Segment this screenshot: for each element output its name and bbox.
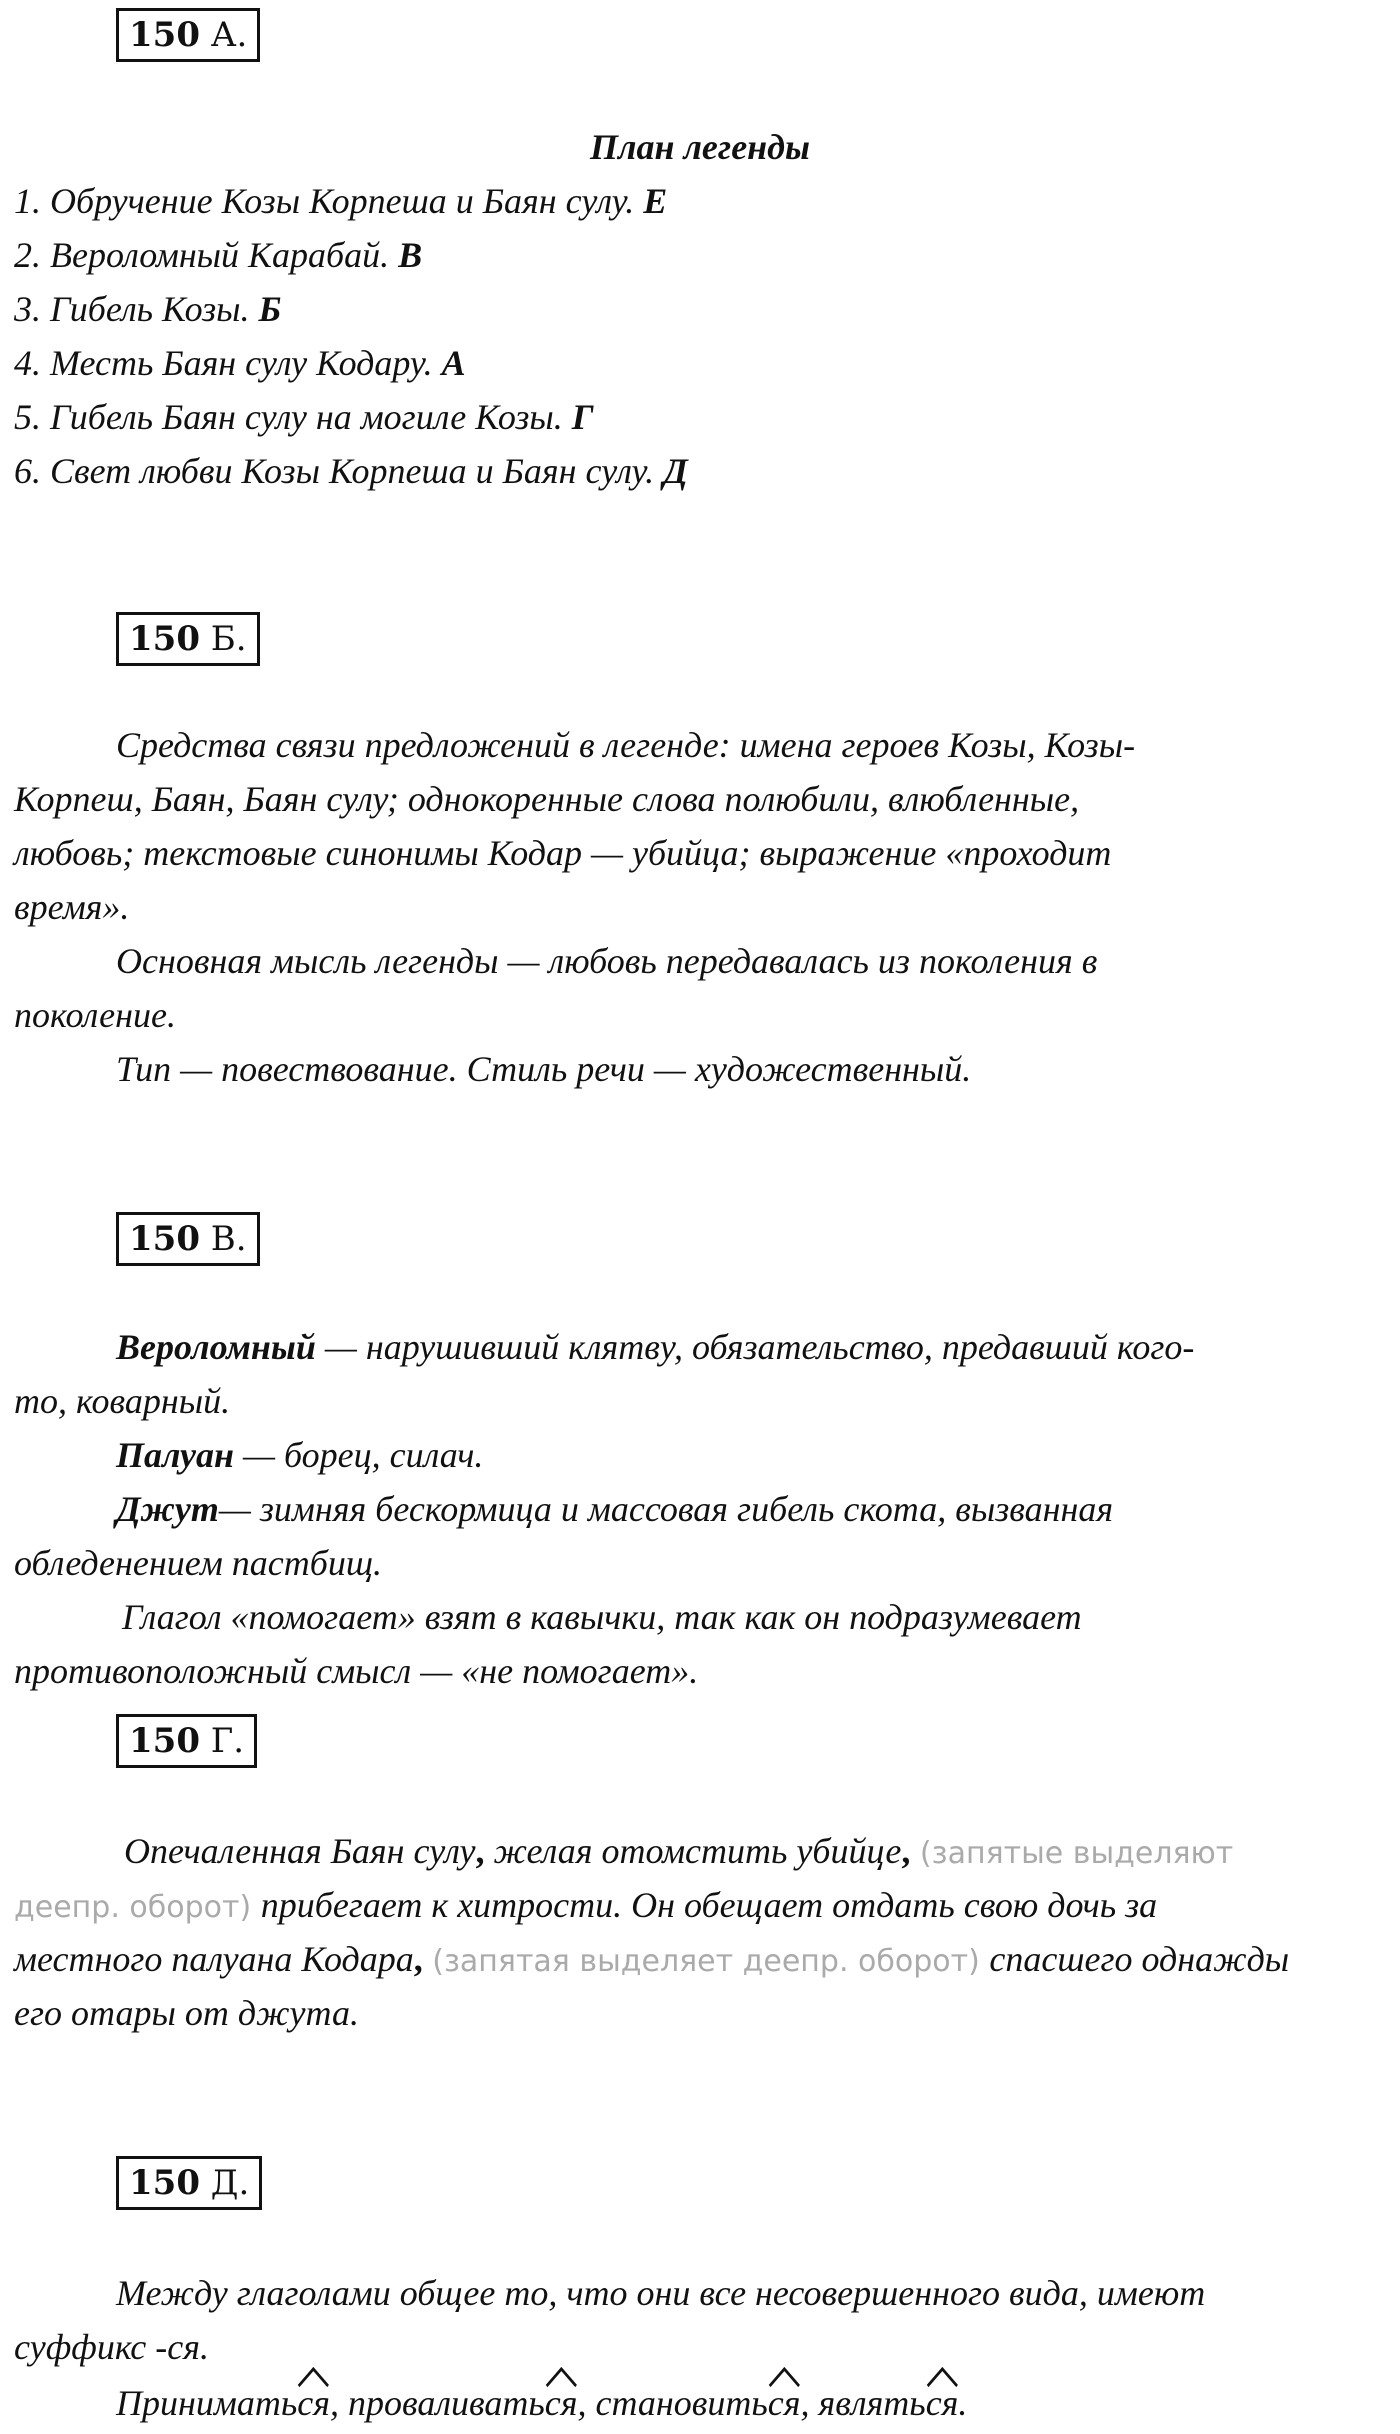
definition-line: обледенением пастбищ. (14, 1543, 383, 1583)
badge-letter: А. (210, 15, 248, 55)
verb-list (116, 2376, 1386, 2430)
section-badge-b (116, 612, 260, 666)
plan-item-letter: А (441, 343, 466, 383)
highlighted-comma: , (413, 1939, 423, 1979)
plan-item: 5. Гибель Баян сулу на могиле Козы. Г (14, 397, 594, 437)
badge-letter: Б. (210, 619, 247, 659)
definition-line: то, коварный. (14, 1381, 231, 1421)
paragraph-line: Основная мысль легенды — любовь передавалась из поколения в (116, 941, 1098, 981)
definition-line: Вероломный — нарушивший клятву, обязательство, предавший кого- (116, 1327, 1195, 1367)
plan-item-letter: Г (571, 397, 594, 437)
badge-letter: В. (210, 1219, 247, 1259)
paragraph-line: Опечаленная Баян сулу, желая отомстить убийце, (запятые выделяют (124, 1831, 1234, 1871)
section-badge-v (116, 1212, 260, 1266)
verb-word: являть ся. (819, 2383, 968, 2423)
annotation-note: (запятая выделяет деепр. оборот) (422, 1944, 990, 1979)
paragraph-line: Глагол «помогает» взят в кавычки, так как он подразумевает (122, 1597, 1082, 1637)
term: Вероломный (116, 1327, 316, 1367)
badge-letter: Д. (210, 2163, 250, 2203)
highlighted-comma: , (901, 1831, 911, 1871)
plan-title: План легенды (589, 127, 810, 167)
plan-item-letter: Е (643, 181, 668, 221)
paragraph-line: противоположный смысл — «не помогает». (14, 1651, 699, 1691)
badge-number: 150 (129, 619, 200, 659)
paragraph-line: поколение. (14, 995, 176, 1035)
paragraph-line: деепр. оборот) прибегает к хитрости. Он обещает отдать свою дочь за (14, 1885, 1158, 1925)
paragraph-line: его отары от джута. (14, 1993, 359, 2033)
plan-item-letter: Б (258, 289, 282, 329)
verb-word: проваливать ся, (348, 2383, 596, 2423)
suffix-marked: ся (545, 2376, 578, 2430)
plan-item-letter: Д (663, 451, 688, 491)
paragraph-line: Корпеш, Баян, Баян сулу; однокоренные слова полюбили, влюбленные, (14, 779, 1080, 819)
badge-number: 150 (129, 15, 200, 55)
plan-item: 1. Обручение Козы Корпеша и Баян сулу. Е (14, 181, 668, 221)
plan-item: 2. Вероломный Карабай. В (14, 235, 423, 275)
section-badge-g (116, 1714, 257, 1768)
paragraph-line: местного палуана Кодара, (запятая выделяет деепр. оборот) спасшего однажды (14, 1939, 1290, 1979)
plan-item: 4. Месть Баян сулу Кодару. А (14, 343, 466, 383)
badge-letter: Г. (210, 1721, 245, 1761)
paragraph-line: любовь; текстовые синонимы Кодар — убийца; выражение «проходит (14, 833, 1112, 873)
suffix-marked: ся (297, 2376, 330, 2430)
section-badge-a (116, 8, 260, 62)
plan-item: 3. Гибель Козы. Б (14, 289, 282, 329)
highlighted-comma: , (475, 1831, 485, 1871)
paragraph-line: Тип — повествование. Стиль речи — художественный. (116, 1049, 972, 1089)
badge-number: 150 (129, 1219, 200, 1259)
verb-word: Принимать ся, (116, 2383, 348, 2423)
badge-number: 150 (129, 2163, 200, 2203)
suffix-marked: ся (926, 2376, 959, 2430)
paragraph-line: суффикс -ся. (14, 2327, 209, 2367)
paragraph-line: время». (14, 887, 130, 927)
section-badge-d (116, 2156, 262, 2210)
definition-line: Палуан — борец, силач. (116, 1435, 484, 1475)
term: Палуан (116, 1435, 234, 1475)
annotation-note: деепр. оборот) (14, 1890, 261, 1925)
suffix-marked: ся (768, 2376, 801, 2430)
paragraph-line: Средства связи предложений в легенде: имена героев Козы, Козы- (116, 725, 1136, 765)
plan-item-letter: В (398, 235, 423, 275)
definition-line: Джут— зимняя бескормица и массовая гибель скота, вызванная (116, 1489, 1114, 1529)
verb-word: становить ся, (596, 2383, 819, 2423)
paragraph-line: Между глаголами общее то, что они все несовершенного вида, имеют (116, 2273, 1206, 2313)
badge-number: 150 (129, 1721, 200, 1761)
term: Джут (116, 1489, 219, 1529)
plan-item: 6. Свет любви Козы Корпеша и Баян сулу. Д (14, 451, 688, 491)
annotation-note: (запятые выделяют (910, 1836, 1234, 1871)
